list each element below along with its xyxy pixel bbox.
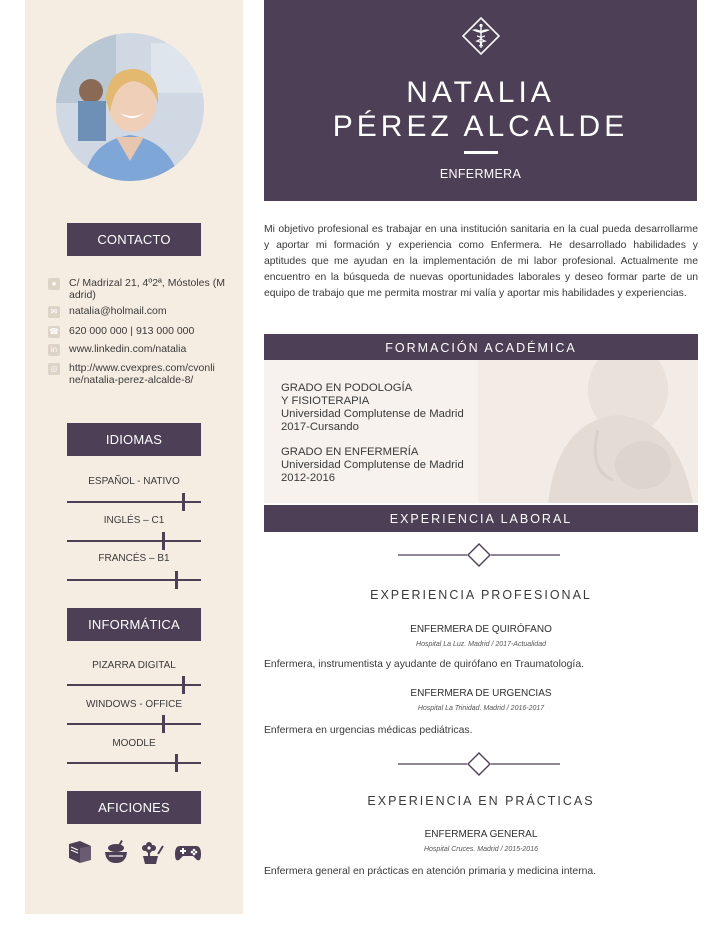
- location-icon: ●: [48, 278, 60, 290]
- job-title: ENFERMERA DE QUIRÓFANO: [410, 624, 552, 635]
- language-level-bar: [67, 540, 201, 542]
- language-level-marker: [162, 532, 165, 550]
- degree-title: GRADO EN ENFERMERÍA: [281, 446, 419, 458]
- practice-experience-title: EXPERIENCIA EN PRÁCTICAS: [367, 794, 595, 808]
- phone-icon: ☎: [49, 327, 59, 336]
- contact-website[interactable]: ◎ http://www.cvexpres.com/cvonline/natalia-perez-alcalde-8/: [48, 362, 228, 386]
- gamepad-icon: [174, 838, 202, 866]
- book-icon: [66, 838, 94, 866]
- linkedin-icon: in: [48, 344, 60, 356]
- it-heading: INFORMÁTICA: [67, 608, 201, 641]
- language-level-marker: [182, 493, 185, 511]
- job-description: Enfermera en urgencias médicas pediátricas.: [264, 725, 473, 736]
- it-level-marker: [175, 754, 178, 772]
- gardening-icon: [138, 838, 166, 866]
- contact-heading: CONTACTO: [67, 223, 201, 256]
- education-item: [281, 382, 464, 434]
- contact-email[interactable]: ✉ natalia@holmail.com: [48, 305, 228, 318]
- professional-experience-title: EXPERIENCIA PROFESIONAL: [370, 588, 592, 602]
- school-name: Universidad Complutense de Madrid: [281, 459, 464, 471]
- language-level-marker: [175, 571, 178, 589]
- language-label: FRANCÉS – B1: [98, 553, 170, 564]
- language-label: INGLÉS – C1: [103, 515, 165, 526]
- language-label: ESPAÑOL - NATIVO: [88, 476, 180, 487]
- degree-title: Y FISIOTERAPIA: [281, 395, 370, 407]
- it-level-bar: [67, 762, 201, 764]
- education-years: 2012-2016: [281, 472, 336, 484]
- it-skill-label: PIZARRA DIGITAL: [92, 660, 176, 671]
- job-title: ENFERMERA DE URGENCIAS: [410, 688, 552, 699]
- nurse-background-image: [478, 360, 698, 503]
- header-banner: [264, 0, 697, 201]
- education-section: [264, 360, 698, 503]
- education-heading: FORMACIÓN ACADÉMICA: [264, 334, 698, 361]
- job-description: Enfermera general en prácticas en atención primaria y medicina interna.: [264, 866, 597, 877]
- diamond-divider-icon: [398, 751, 560, 777]
- it-level-marker: [182, 676, 185, 694]
- name-underline: [464, 151, 498, 154]
- mail-icon: ✉: [48, 306, 60, 318]
- job-role: ENFERMERA: [439, 167, 522, 181]
- language-level-bar: [67, 501, 201, 503]
- education-years: 2017-Cursando: [281, 421, 359, 433]
- web-icon: ◎: [48, 363, 60, 375]
- job-meta: Hospital La Luz. Madrid / 2017-Actualidad: [416, 641, 546, 648]
- objective-text: Mi objetivo profesional es trabajar en una institución sanitaria en la cual pueda desarrollarme y aportar mi formación y experiencia como Enfermera. He desarrollado habilidades y aptitudes que me ayudan en la implementación de mi labor profesional. Actualmente me encuentro en la búsqueda de nuevas oportunidades laborales y deseo formar parte de un equipo de trabajo que me permita mostrar mi valía y aportar mis habilidades y experiencias.: [264, 224, 698, 299]
- cooking-icon: [102, 838, 130, 866]
- it-level-bar: [67, 723, 201, 725]
- it-skill-label: MOODLE: [112, 738, 156, 749]
- contact-address: ● C/ Madrizal 21, 4º2ª, Móstoles (Madrid): [48, 277, 228, 301]
- contact-phone: ☎ 620 000 000 | 913 000 000: [49, 325, 195, 337]
- it-level-bar: [67, 684, 201, 686]
- languages-heading: IDIOMAS: [67, 423, 201, 456]
- job-meta: Hospital La Trinidad. Madrid / 2016-2017: [417, 705, 545, 712]
- hobbies-list: [66, 838, 206, 866]
- hobbies-heading: AFICIONES: [67, 791, 201, 824]
- school-name: Universidad Complutense de Madrid: [281, 408, 464, 420]
- job-title: ENFERMERA GENERAL: [424, 829, 538, 840]
- name-first: NATALIA: [406, 76, 555, 109]
- diamond-divider-icon: [398, 542, 560, 568]
- name-last: PÉREZ ALCALDE: [332, 110, 629, 143]
- it-skill-label: WINDOWS - OFFICE: [85, 699, 183, 710]
- job-description: Enfermera, instrumentista y ayudante de quirófano en Traumatología.: [264, 659, 584, 670]
- education-item: [281, 446, 464, 485]
- it-level-marker: [162, 715, 165, 733]
- experience-heading: EXPERIENCIA LABORAL: [264, 505, 698, 532]
- language-level-bar: [67, 579, 201, 581]
- degree-title: GRADO EN PODOLOGÍA: [281, 382, 413, 394]
- profile-photo: [56, 33, 204, 181]
- job-meta: Hospital Cruces. Madrid / 2015-2016: [423, 846, 538, 853]
- caduceus-logo-icon: [462, 17, 500, 55]
- contact-linkedin[interactable]: in www.linkedin.com/natalia: [48, 343, 228, 356]
